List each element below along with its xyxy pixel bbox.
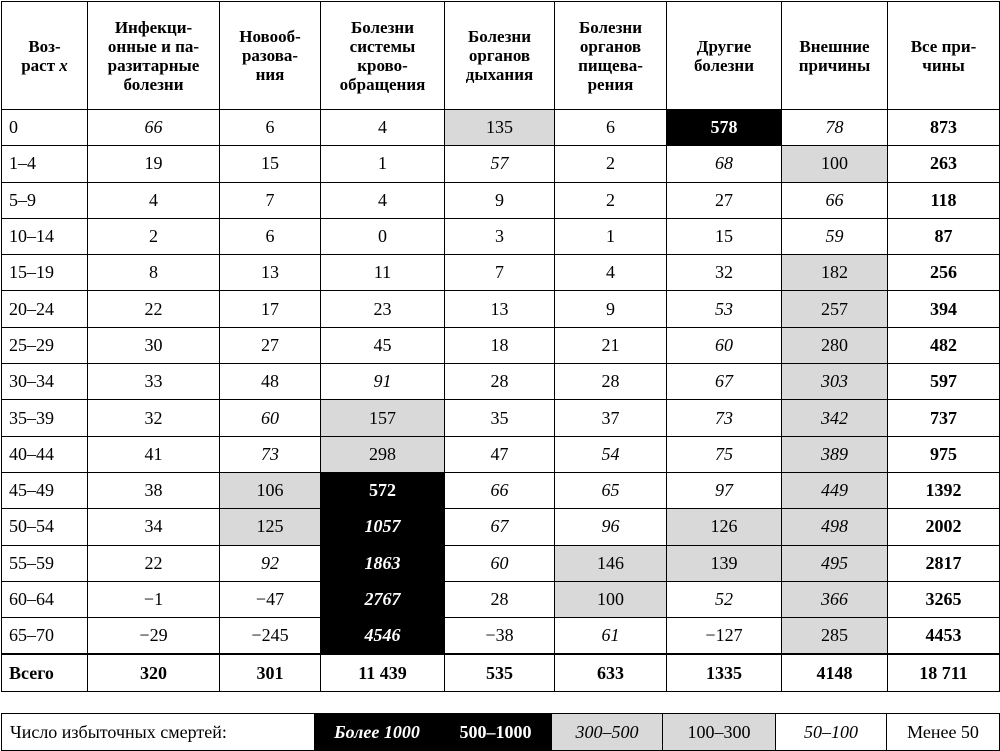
legend-item: 300–500 [552, 714, 663, 751]
value-cell: 139 [667, 545, 782, 581]
value-cell: 1863 [321, 545, 445, 581]
value-cell: 285 [782, 618, 888, 655]
header-age-var: x [59, 55, 68, 75]
value-cell: 157 [321, 400, 445, 436]
total-value-cell: 1335 [667, 654, 782, 691]
value-cell: 97 [667, 472, 782, 508]
value-cell: 73 [220, 436, 321, 472]
value-cell: 146 [555, 545, 667, 581]
row-total-cell: 975 [888, 436, 1000, 472]
header-neoplasms: Новооб- разова- ния [220, 2, 321, 110]
age-cell: 40–44 [2, 436, 88, 472]
value-cell: 6 [220, 218, 321, 254]
value-cell: 8 [88, 255, 220, 291]
table-row [2, 255, 1000, 291]
table-row [2, 291, 1000, 327]
value-cell: 33 [88, 364, 220, 400]
value-cell: 100 [555, 581, 667, 617]
row-total-cell: 1392 [888, 472, 1000, 508]
value-cell: 22 [88, 291, 220, 327]
row-total-cell: 256 [888, 255, 1000, 291]
table-row [2, 327, 1000, 363]
value-cell: 13 [220, 255, 321, 291]
header-circulatory: Болезни системы крово- обращения [321, 2, 445, 110]
header-external: Внешние причины [782, 2, 888, 110]
value-cell: 96 [555, 509, 667, 545]
value-cell: 366 [782, 581, 888, 617]
value-cell: 182 [782, 255, 888, 291]
value-cell: 2 [88, 218, 220, 254]
legend-item: Более 1000 [315, 714, 440, 751]
table-row [2, 218, 1000, 254]
value-cell: 37 [555, 400, 667, 436]
value-cell: 495 [782, 545, 888, 581]
value-cell: 126 [667, 509, 782, 545]
value-cell: 1057 [321, 509, 445, 545]
age-cell: 45–49 [2, 472, 88, 508]
total-value-cell: 11 439 [321, 654, 445, 691]
value-cell: 303 [782, 364, 888, 400]
value-cell: 449 [782, 472, 888, 508]
header-digestive: Болезни органов пищева- рения [555, 2, 667, 110]
age-cell: 10–14 [2, 218, 88, 254]
value-cell: 41 [88, 436, 220, 472]
value-cell: 52 [667, 581, 782, 617]
value-cell: 60 [667, 327, 782, 363]
age-cell: 15–19 [2, 255, 88, 291]
value-cell: 2767 [321, 581, 445, 617]
value-cell: 7 [220, 182, 321, 218]
value-cell: 73 [667, 400, 782, 436]
value-cell: 18 [445, 327, 555, 363]
value-cell: 60 [445, 545, 555, 581]
value-cell: 22 [88, 545, 220, 581]
legend [1, 713, 1000, 751]
value-cell: 32 [88, 400, 220, 436]
value-cell: 9 [555, 291, 667, 327]
value-cell: 15 [667, 218, 782, 254]
total-value-cell: 633 [555, 654, 667, 691]
value-cell: 2 [555, 146, 667, 182]
value-cell: 389 [782, 436, 888, 472]
value-cell: 13 [445, 291, 555, 327]
value-cell: 298 [321, 436, 445, 472]
header-respiratory: Болезни органов дыхания [445, 2, 555, 110]
table-row [2, 545, 1000, 581]
table-row [2, 182, 1000, 218]
row-total-cell: 482 [888, 327, 1000, 363]
row-total-cell: 3265 [888, 581, 1000, 617]
value-cell: 68 [667, 146, 782, 182]
value-cell: 125 [220, 509, 321, 545]
value-cell: 3 [445, 218, 555, 254]
header-infectious: Инфекци- онные и па- разитарные болезни [88, 2, 220, 110]
value-cell: 342 [782, 400, 888, 436]
total-value-cell: 301 [220, 654, 321, 691]
value-cell: 6 [220, 110, 321, 146]
age-cell: 50–54 [2, 509, 88, 545]
age-cell: 1–4 [2, 146, 88, 182]
legend-item: 50–100 [776, 714, 887, 751]
value-cell: 4 [321, 182, 445, 218]
age-cell: 60–64 [2, 581, 88, 617]
value-cell: 32 [667, 255, 782, 291]
value-cell: 57 [445, 146, 555, 182]
value-cell: 4 [555, 255, 667, 291]
row-total-cell: 737 [888, 400, 1000, 436]
value-cell: 100 [782, 146, 888, 182]
value-cell: 106 [220, 472, 321, 508]
value-cell: 91 [321, 364, 445, 400]
row-total-cell: 394 [888, 291, 1000, 327]
value-cell: 9 [445, 182, 555, 218]
value-cell: 1 [555, 218, 667, 254]
total-value-cell: 535 [445, 654, 555, 691]
value-cell: 280 [782, 327, 888, 363]
value-cell: 66 [445, 472, 555, 508]
value-cell: 0 [321, 218, 445, 254]
value-cell: −245 [220, 618, 321, 655]
total-row-label: Всего [2, 654, 88, 691]
value-cell: 67 [667, 364, 782, 400]
value-cell: 27 [667, 182, 782, 218]
table-row [2, 400, 1000, 436]
value-cell: 21 [555, 327, 667, 363]
value-cell: 4 [88, 182, 220, 218]
value-cell: 578 [667, 110, 782, 146]
table-row [2, 618, 1000, 655]
legend-item: Менее 50 [887, 714, 1000, 751]
row-total-cell: 87 [888, 218, 1000, 254]
legend-label: Число избыточных смертей: [2, 714, 315, 751]
value-cell: −38 [445, 618, 555, 655]
value-cell: 38 [88, 472, 220, 508]
table-row [2, 472, 1000, 508]
age-cell: 5–9 [2, 182, 88, 218]
value-cell: 1 [321, 146, 445, 182]
value-cell: −29 [88, 618, 220, 655]
value-cell: 6 [555, 110, 667, 146]
header-row [2, 2, 1000, 110]
value-cell: 53 [667, 291, 782, 327]
header-age-label: Воз- раст [21, 36, 61, 75]
value-cell: 59 [782, 218, 888, 254]
age-cell: 35–39 [2, 400, 88, 436]
value-cell: −47 [220, 581, 321, 617]
value-cell: −127 [667, 618, 782, 655]
header-other: Другие болезни [667, 2, 782, 110]
legend-item: 500–1000 [440, 714, 552, 751]
value-cell: 54 [555, 436, 667, 472]
value-cell: 34 [88, 509, 220, 545]
grand-total-cell: 18 711 [888, 654, 1000, 691]
value-cell: 498 [782, 509, 888, 545]
table-row [2, 364, 1000, 400]
value-cell: 28 [445, 581, 555, 617]
value-cell: 35 [445, 400, 555, 436]
value-cell: 7 [445, 255, 555, 291]
value-cell: 60 [220, 400, 321, 436]
table-row [2, 436, 1000, 472]
legend-row [2, 714, 1000, 751]
value-cell: 15 [220, 146, 321, 182]
table-row [2, 110, 1000, 146]
row-total-cell: 4453 [888, 618, 1000, 655]
age-cell: 55–59 [2, 545, 88, 581]
table-row [2, 509, 1000, 545]
row-total-cell: 597 [888, 364, 1000, 400]
value-cell: 4546 [321, 618, 445, 655]
legend-item: 100–300 [663, 714, 776, 751]
row-total-cell: 2002 [888, 509, 1000, 545]
age-cell: 30–34 [2, 364, 88, 400]
value-cell: 67 [445, 509, 555, 545]
value-cell: 92 [220, 545, 321, 581]
value-cell: 48 [220, 364, 321, 400]
value-cell: 47 [445, 436, 555, 472]
row-total-cell: 2817 [888, 545, 1000, 581]
header-age [2, 2, 88, 110]
age-cell: 20–24 [2, 291, 88, 327]
value-cell: 61 [555, 618, 667, 655]
value-cell: 135 [445, 110, 555, 146]
value-cell: 257 [782, 291, 888, 327]
value-cell: 28 [445, 364, 555, 400]
value-cell: 4 [321, 110, 445, 146]
value-cell: 19 [88, 146, 220, 182]
value-cell: 27 [220, 327, 321, 363]
table-row [2, 146, 1000, 182]
value-cell: 75 [667, 436, 782, 472]
excess-deaths-table [1, 1, 1000, 692]
value-cell: 66 [782, 182, 888, 218]
age-cell: 0 [2, 110, 88, 146]
value-cell: 17 [220, 291, 321, 327]
table-body [2, 110, 1000, 692]
age-cell: 65–70 [2, 618, 88, 655]
value-cell: 2 [555, 182, 667, 218]
value-cell: −1 [88, 581, 220, 617]
table-row [2, 581, 1000, 617]
row-total-cell: 118 [888, 182, 1000, 218]
age-cell: 25–29 [2, 327, 88, 363]
value-cell: 28 [555, 364, 667, 400]
value-cell: 66 [88, 110, 220, 146]
value-cell: 11 [321, 255, 445, 291]
total-value-cell: 4148 [782, 654, 888, 691]
value-cell: 23 [321, 291, 445, 327]
total-row [2, 654, 1000, 691]
value-cell: 572 [321, 472, 445, 508]
row-total-cell: 263 [888, 146, 1000, 182]
value-cell: 30 [88, 327, 220, 363]
row-total-cell: 873 [888, 110, 1000, 146]
value-cell: 65 [555, 472, 667, 508]
total-value-cell: 320 [88, 654, 220, 691]
header-all-causes: Все при- чины [888, 2, 1000, 110]
value-cell: 45 [321, 327, 445, 363]
value-cell: 78 [782, 110, 888, 146]
